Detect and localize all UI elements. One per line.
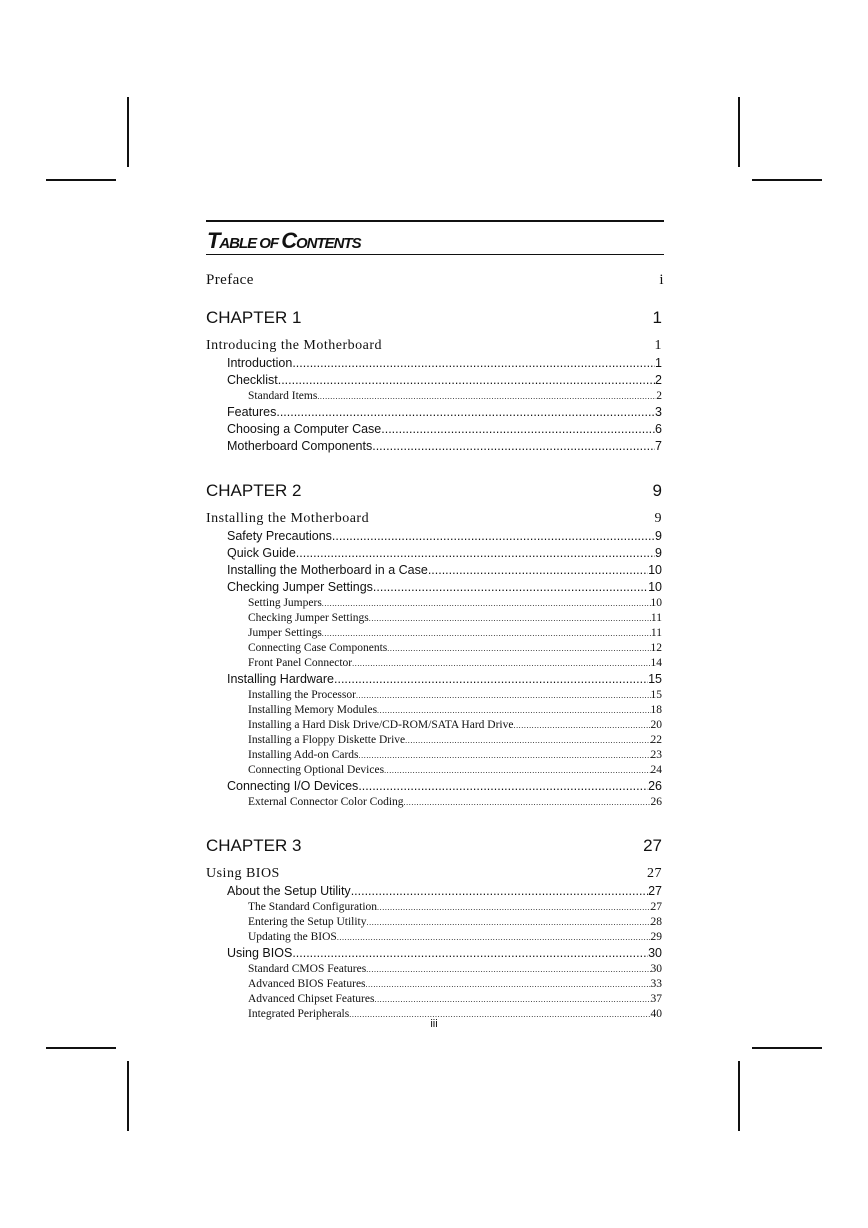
toc-chapter-block bbox=[206, 811, 664, 1023]
dot-leader bbox=[332, 529, 655, 543]
toc-chapter-heading-page: 9 bbox=[652, 481, 662, 500]
toc-subentry-page: 2 bbox=[656, 390, 662, 402]
table-of-contents bbox=[206, 220, 664, 1023]
toc-entry[interactable] bbox=[206, 672, 664, 689]
toc-entry-page: 30 bbox=[648, 946, 662, 960]
toc-section-heading-label: Introducing the Motherboard bbox=[206, 338, 383, 353]
toc-subentry[interactable] bbox=[206, 931, 664, 946]
toc-entry-page: 3 bbox=[655, 405, 662, 419]
toc-subentry-label: Advanced BIOS Features bbox=[248, 978, 366, 990]
toc-entry[interactable] bbox=[206, 946, 664, 963]
toc-subentry-label: Standard Items bbox=[248, 390, 318, 402]
dot-leader bbox=[428, 563, 648, 577]
toc-subentry-label: Checking Jumper Settings bbox=[248, 612, 369, 624]
toc-entry-label: Choosing a Computer Case bbox=[227, 422, 382, 436]
toc-entry-page: 15 bbox=[648, 672, 662, 686]
toc-entry-label: Using BIOS bbox=[227, 946, 293, 960]
toc-entry-label: Installing Hardware bbox=[227, 672, 334, 686]
toc-subentry-label: Front Panel Connector bbox=[248, 657, 353, 669]
toc-entry[interactable] bbox=[206, 546, 664, 563]
toc-section-heading[interactable] bbox=[206, 338, 664, 356]
toc-subentry[interactable] bbox=[206, 963, 664, 978]
toc-entry-page: 9 bbox=[655, 529, 662, 543]
toc-subentry-page: 22 bbox=[650, 734, 662, 746]
toc-preface-page: i bbox=[659, 272, 664, 288]
toc-entry[interactable] bbox=[206, 373, 664, 390]
toc-entry[interactable] bbox=[206, 405, 664, 422]
toc-preface[interactable] bbox=[206, 272, 664, 292]
toc-chapter-heading[interactable] bbox=[206, 481, 664, 503]
toc-subentry[interactable] bbox=[206, 749, 664, 764]
toc-section-heading-page: 1 bbox=[654, 338, 662, 353]
toc-subentry-page: 37 bbox=[650, 993, 662, 1005]
dot-leader bbox=[377, 706, 650, 715]
toc-subentry-page: 40 bbox=[650, 1008, 662, 1020]
toc-entry-label: Connecting I/O Devices bbox=[227, 779, 359, 793]
toc-subentry-page: 30 bbox=[650, 963, 662, 975]
toc-entry-label: Checking Jumper Settings bbox=[227, 580, 373, 594]
dot-leader bbox=[513, 721, 650, 730]
toc-chapter-heading[interactable] bbox=[206, 836, 664, 858]
toc-entry[interactable] bbox=[206, 422, 664, 439]
toc-subentry-page: 23 bbox=[650, 749, 662, 761]
toc-subentry[interactable] bbox=[206, 689, 664, 704]
dot-leader bbox=[317, 392, 656, 401]
dot-leader bbox=[372, 439, 655, 453]
toc-subentry-label: Integrated Peripherals bbox=[248, 1008, 350, 1020]
dot-leader bbox=[278, 373, 655, 387]
dot-leader bbox=[381, 422, 655, 436]
toc-subentry-page: 12 bbox=[650, 642, 662, 654]
toc-subentry-page: 11 bbox=[650, 612, 662, 624]
toc-entry-label: Installing the Motherboard in a Case bbox=[227, 563, 428, 577]
crop-mark-bottom-right-horizontal bbox=[752, 1047, 822, 1049]
toc-entry-label: Checklist bbox=[227, 373, 278, 387]
dot-leader bbox=[276, 405, 655, 419]
dot-leader bbox=[351, 884, 648, 898]
toc-subentry-page: 18 bbox=[650, 704, 662, 716]
toc-subentry-page: 24 bbox=[650, 764, 662, 776]
toc-subentry-label: Setting Jumpers bbox=[248, 597, 322, 609]
dot-leader bbox=[369, 614, 651, 623]
dot-leader bbox=[374, 995, 650, 1004]
toc-entry-page: 9 bbox=[655, 546, 662, 560]
page-title: TABLE OF CONTENTS bbox=[207, 228, 361, 253]
toc-subentry-label: Advanced Chipset Features bbox=[248, 993, 375, 1005]
toc-chapter-heading-label: CHAPTER 3 bbox=[206, 836, 302, 855]
toc-subentry-label: Connecting Optional Devices bbox=[248, 764, 385, 776]
dot-leader bbox=[322, 599, 651, 608]
crop-mark-top-left-vertical bbox=[127, 97, 129, 167]
toc-section-heading-label: Installing the Motherboard bbox=[206, 511, 370, 526]
toc-chapter-heading-label: CHAPTER 1 bbox=[206, 308, 302, 327]
toc-subentry[interactable] bbox=[206, 597, 664, 612]
toc-subentry-page: 11 bbox=[650, 627, 662, 639]
dot-leader bbox=[366, 980, 651, 989]
toc-entry-page: 10 bbox=[648, 580, 662, 594]
dot-leader bbox=[366, 965, 650, 974]
crop-mark-top-right-horizontal bbox=[752, 179, 822, 181]
toc-subentry[interactable] bbox=[206, 390, 664, 405]
dot-leader bbox=[405, 736, 650, 745]
toc-subentry[interactable] bbox=[206, 796, 664, 811]
toc-entry-page: 10 bbox=[648, 563, 662, 577]
crop-mark-top-right-vertical bbox=[738, 97, 740, 167]
toc-entry-page: 27 bbox=[648, 884, 662, 898]
toc-subentry[interactable] bbox=[206, 642, 664, 657]
toc-chapter-heading-page: 27 bbox=[643, 836, 662, 855]
dot-leader bbox=[373, 580, 648, 594]
toc-entry-page: 7 bbox=[655, 439, 662, 453]
chapter-spacer bbox=[206, 456, 664, 465]
dot-leader bbox=[292, 356, 655, 370]
toc-entry[interactable] bbox=[206, 884, 664, 901]
toc-section-heading-page: 27 bbox=[647, 866, 662, 881]
toc-subentry[interactable] bbox=[206, 916, 664, 931]
toc-chapter-heading-page: 1 bbox=[652, 308, 662, 327]
toc-subentry[interactable] bbox=[206, 734, 664, 749]
crop-mark-top-left-horizontal bbox=[46, 179, 116, 181]
toc-entry-label: Safety Precautions bbox=[227, 529, 332, 543]
crop-mark-bottom-left-vertical bbox=[127, 1061, 129, 1131]
toc-subentry-label: The Standard Configuration bbox=[248, 901, 378, 913]
toc-entry[interactable] bbox=[206, 356, 664, 373]
toc-subentry-page: 27 bbox=[650, 901, 662, 913]
toc-subentry-label: Standard CMOS Features bbox=[248, 963, 367, 975]
dot-leader bbox=[322, 629, 651, 638]
toc-subentry-label: Installing Memory Modules bbox=[248, 704, 378, 716]
toc-subentry-page: 20 bbox=[650, 719, 662, 731]
title-rule-bottom bbox=[206, 254, 664, 255]
toc-subentry[interactable] bbox=[206, 978, 664, 993]
toc-entry[interactable] bbox=[206, 439, 664, 456]
toc-subentry[interactable] bbox=[206, 612, 664, 627]
toc-preface-label: Preface bbox=[206, 272, 254, 288]
toc-subentry-label: Updating the BIOS bbox=[248, 931, 337, 943]
dot-leader bbox=[367, 918, 651, 927]
dot-leader bbox=[352, 659, 650, 668]
toc-subentry-page: 28 bbox=[650, 916, 662, 928]
dot-leader bbox=[377, 903, 650, 912]
toc-subentry-label: Installing a Floppy Diskette Drive bbox=[248, 734, 406, 746]
toc-subentry[interactable] bbox=[206, 657, 664, 672]
dot-leader bbox=[359, 751, 651, 760]
toc-section-heading-page: 9 bbox=[654, 511, 662, 526]
crop-mark-bottom-right-vertical bbox=[738, 1061, 740, 1131]
toc-entry[interactable] bbox=[206, 563, 664, 580]
toc-subentry[interactable] bbox=[206, 993, 664, 1008]
toc-entry-label: Quick Guide bbox=[227, 546, 296, 560]
crop-mark-bottom-left-horizontal bbox=[46, 1047, 116, 1049]
toc-subentry-label: Connecting Case Components bbox=[248, 642, 388, 654]
toc-entry[interactable] bbox=[206, 779, 664, 796]
toc-subentry[interactable] bbox=[206, 704, 664, 719]
toc-chapter-block bbox=[206, 308, 664, 456]
toc-subentry-page: 10 bbox=[650, 597, 662, 609]
dot-leader bbox=[337, 933, 651, 942]
toc-entry[interactable] bbox=[206, 580, 664, 597]
toc-subentry[interactable] bbox=[206, 627, 664, 642]
dot-leader bbox=[404, 798, 651, 807]
dot-leader bbox=[292, 946, 648, 960]
toc-subentry[interactable] bbox=[206, 764, 664, 779]
chapter-spacer bbox=[206, 811, 664, 820]
toc-subentry[interactable] bbox=[206, 719, 664, 734]
toc-section-heading-label: Using BIOS bbox=[206, 866, 280, 881]
toc-subentry-label: Installing a Hard Disk Drive/CD-ROM/SATA Hard Drive bbox=[248, 719, 514, 731]
toc-entry-page: 1 bbox=[655, 356, 662, 370]
toc-subentry-label: Installing the Processor bbox=[248, 689, 356, 701]
toc-chapter-heading[interactable] bbox=[206, 308, 664, 330]
toc-subentry[interactable] bbox=[206, 901, 664, 916]
toc-section-heading[interactable] bbox=[206, 866, 664, 884]
dot-leader bbox=[387, 644, 650, 653]
toc-entry-page: 2 bbox=[655, 373, 662, 387]
toc-subentry-page: 33 bbox=[650, 978, 662, 990]
dot-leader bbox=[358, 779, 648, 793]
toc-subentry-page: 14 bbox=[650, 657, 662, 669]
toc-entry-page: 6 bbox=[655, 422, 662, 436]
toc-entry[interactable] bbox=[206, 529, 664, 546]
toc-subentry-label: Entering the Setup Utility bbox=[248, 916, 367, 928]
toc-subentry-page: 26 bbox=[650, 796, 662, 808]
toc-subentry-label: Jumper Settings bbox=[248, 627, 322, 639]
toc-subentry-page: 29 bbox=[650, 931, 662, 943]
toc-subentry-page: 15 bbox=[650, 689, 662, 701]
dot-leader bbox=[334, 672, 648, 686]
toc-section-heading[interactable] bbox=[206, 511, 664, 529]
dot-leader bbox=[296, 546, 655, 560]
toc-entry-label: Introduction bbox=[227, 356, 293, 370]
page-number: iii bbox=[430, 1018, 438, 1030]
toc-subentry-label: Installing Add-on Cards bbox=[248, 749, 359, 761]
toc-chapter-heading-label: CHAPTER 2 bbox=[206, 481, 302, 500]
toc-chapters bbox=[206, 308, 664, 1023]
toc-entry-label: Motherboard Components bbox=[227, 439, 373, 453]
toc-chapter-block bbox=[206, 456, 664, 811]
toc-entry-label: Features bbox=[227, 405, 277, 419]
dot-leader bbox=[384, 766, 650, 775]
dot-leader bbox=[356, 691, 651, 700]
toc-entry-page: 26 bbox=[648, 779, 662, 793]
toc-subentry-label: External Connector Color Coding bbox=[248, 796, 404, 808]
toc-entry-label: About the Setup Utility bbox=[227, 884, 351, 898]
